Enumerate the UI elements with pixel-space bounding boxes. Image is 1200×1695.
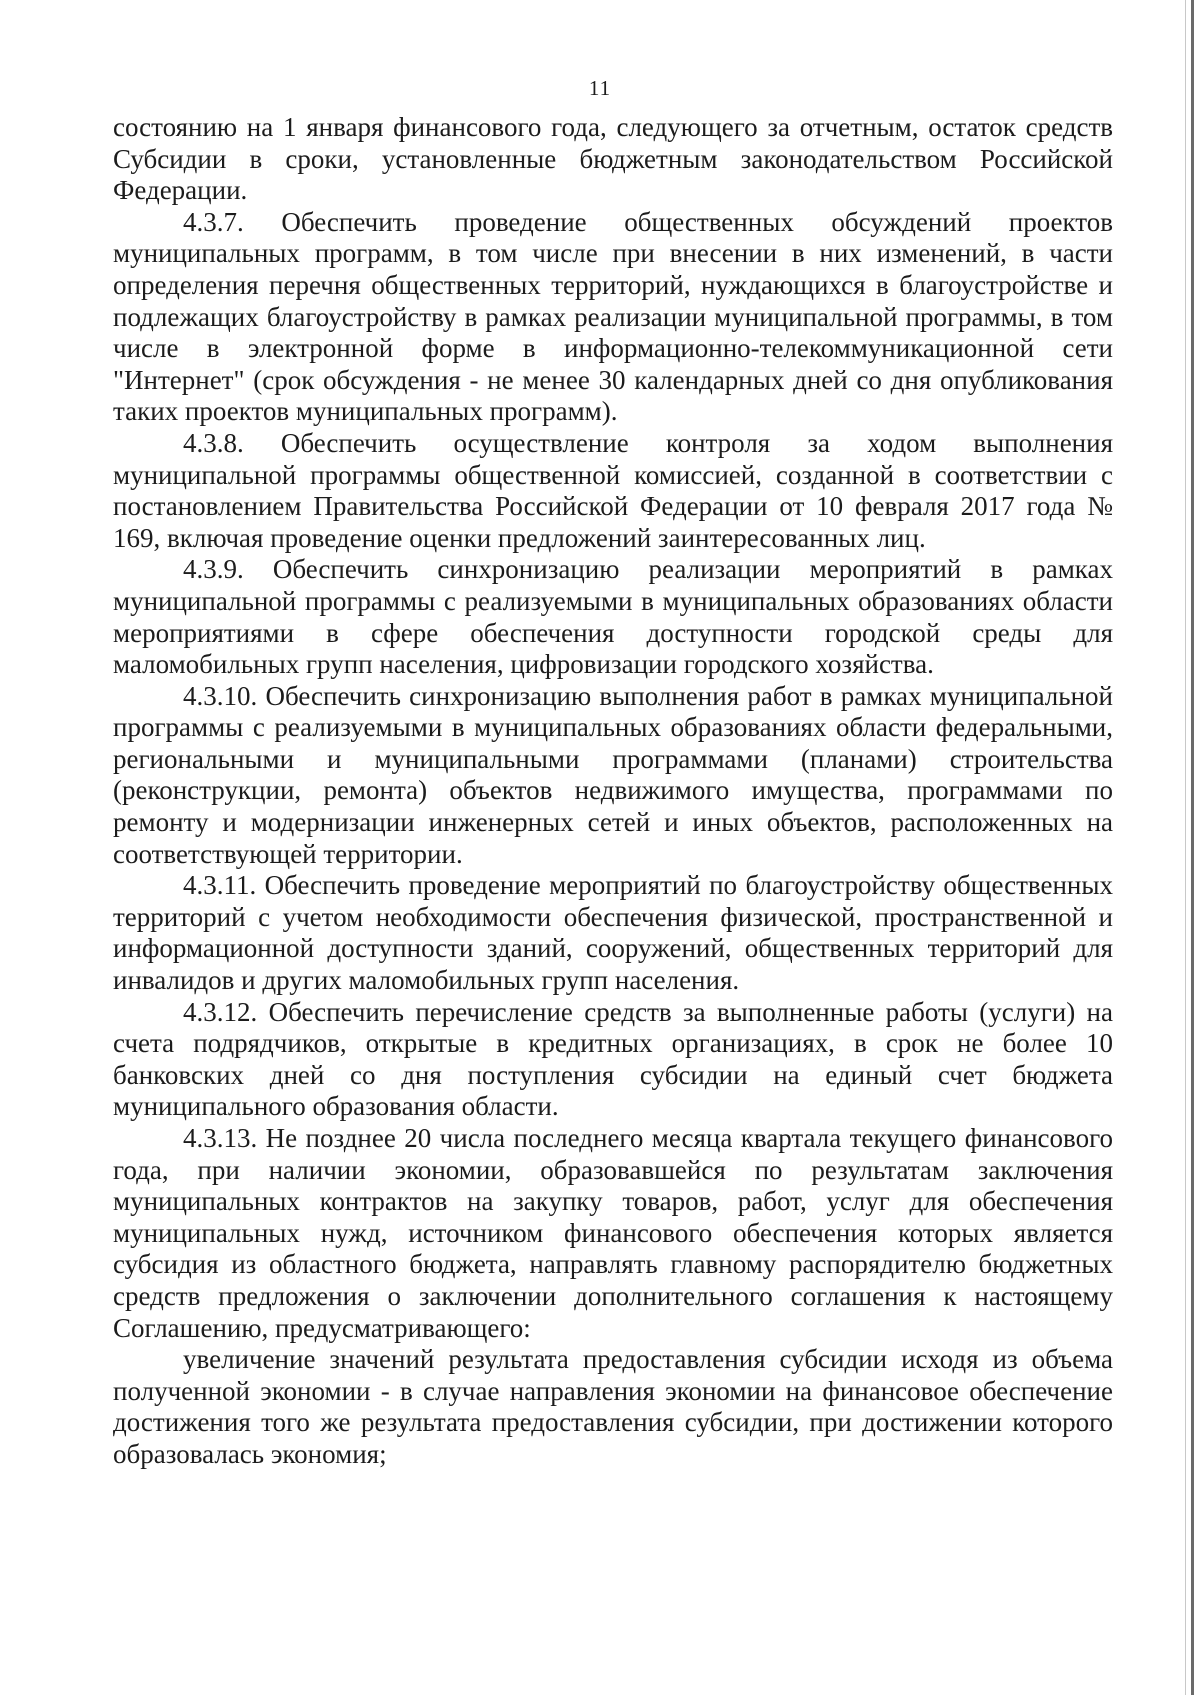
paragraph-4-3-11: 4.3.11. Обеспечить проведение мероприятий по благоустройству общественных территорий с учетом необходимости обеспечения физической, пространственной и информационной доступности зданий, сооружений, общественных территорий для инвалидов и других маломобильных групп населения. — [113, 870, 1113, 996]
page-number: 11 — [588, 76, 612, 100]
page-edge-line — [1191, 0, 1194, 1695]
paragraph-4-3-10: 4.3.10. Обеспечить синхронизацию выполнения работ в рамках муниципальной программы с реализуемыми в муниципальных образованиях области федеральными, региональными и муниципальными программами (планами) строительства (реконструкции, ремонта) объектов недвижимого имущества, программами по ремонту и модернизации инженерных сетей и иных объектов, расположенных на соответствующей территории. — [113, 680, 1113, 869]
paragraph-increase: увеличение значений результата предоставления субсидии исходя из объема полученной экономии - в случае направления экономии на финансовое обеспечение достижения того же результата предоставления субсидии, при достижении которого образовалась экономия; — [113, 1344, 1113, 1469]
paragraph-continuation: состоянию на 1 января финансового года, следующего за отчетным, остаток средств Субсидии в сроки, установленные бюджетным законодательством Российской Федерации. — [113, 112, 1113, 206]
paragraph-4-3-9: 4.3.9. Обеспечить синхронизацию реализации мероприятий в рамках муниципальной программы с реализуемыми в муниципальных образованиях области мероприятиями в сфере обеспечения доступности городской среды для маломобильных групп населения, цифровизации городского хозяйства. — [113, 554, 1113, 680]
paragraph-4-3-8: 4.3.8. Обеспечить осуществление контроля за ходом выполнения муниципальной программы общественной комиссией, созданной в соответствии с постановлением Правительства Российской Федерации от 10 февраля 2017 года № 169, включая проведение оценки предложений заинтересованных лиц. — [113, 427, 1113, 553]
page-edge-shadow — [1185, 0, 1186, 1695]
paragraph-4-3-7: 4.3.7. Обеспечить проведение общественных обсуждений проектов муниципальных программ, в том числе при внесении в них изменений, в части определения перечня общественных территорий, нуждающихся в благоустройстве и подлежащих благоустройству в рамках реализации муниципальной программы, в том числе в электронной форме в информационно-телекоммуникационной сети "Интернет" (срок обсуждения - не менее 30 календарных дней со дня опубликования таких проектов муниципальных программ). — [113, 206, 1113, 427]
document-body — [113, 112, 1113, 1471]
paragraph-4-3-13: 4.3.13. Не позднее 20 числа последнего месяца квартала текущего финансового года, при наличии экономии, образовавшейся по результатам заключения муниципальных контрактов на закупку товаров, работ, услуг для обеспечения муниципальных нужд, источником финансового обеспечения которых является субсидия из областного бюджета, направлять главному распорядителю бюджетных средств предложения о заключении дополнительного соглашения к настоящему Соглашению, предусматривающего: — [113, 1123, 1113, 1343]
paragraph-4-3-12: 4.3.12. Обеспечить перечисление средств за выполненные работы (услуги) на счета подрядчиков, открытые в кредитных организациях, в срок не более 10 банковских дней со дня поступления субсидии на единый счет бюджета муниципального образования области. — [113, 996, 1113, 1122]
